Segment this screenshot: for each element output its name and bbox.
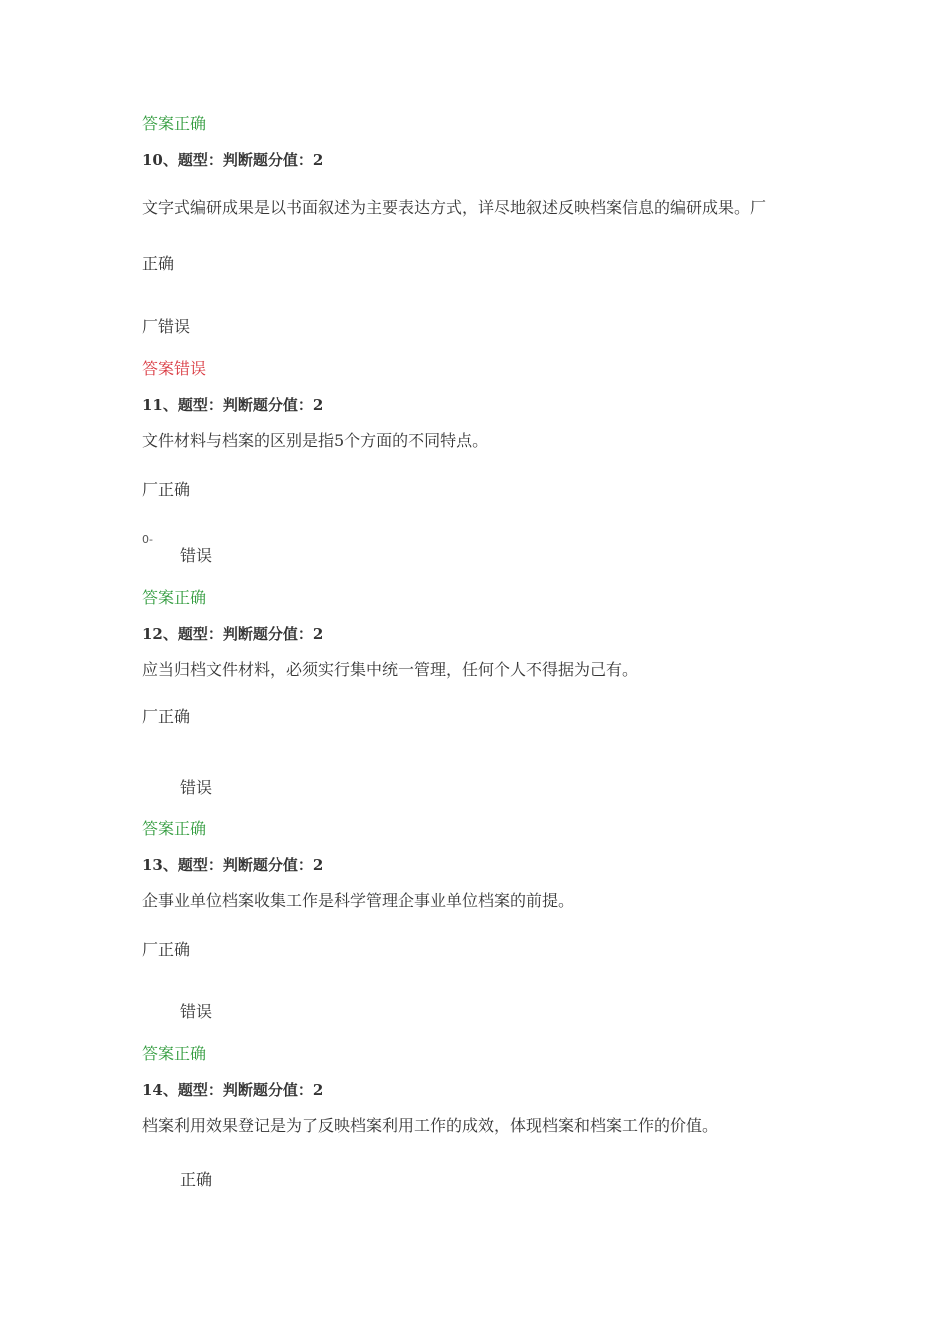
option-true[interactable]: 厂正确 — [142, 480, 191, 499]
option-true[interactable]: 正确 — [142, 254, 175, 273]
question-type-score: 、题型：判断题分值：2 — [162, 625, 324, 643]
answer-result: 答案正确 — [142, 114, 207, 133]
option-false[interactable]: 错误 — [180, 546, 213, 565]
question-header — [142, 395, 323, 415]
question-header — [142, 624, 323, 644]
question-stem: 应当归档文件材料，必须实行集中统一管理，任何个人不得据为己有。 — [142, 660, 639, 679]
option-true[interactable]: 正确 — [180, 1170, 213, 1189]
answer-result: 答案正确 — [142, 819, 207, 838]
question-stem: 档案利用效果登记是为了反映档案利用工作的成效，体现档案和档案工作的价值。 — [142, 1116, 719, 1135]
question-type-score: 、题型：判断题分值：2 — [162, 856, 324, 874]
option-true[interactable]: 厂正确 — [142, 940, 191, 959]
question-number: 13 — [142, 856, 163, 874]
answer-result: 答案错误 — [142, 359, 207, 378]
answer-result: 答案正确 — [142, 588, 207, 607]
option-false[interactable]: 错误 — [180, 778, 213, 797]
option-marker: 0- — [142, 533, 153, 546]
question-number: 12 — [142, 625, 163, 643]
question-stem: 文字式编研成果是以书面叙述为主要表达方式，详尽地叙述反映档案信息的编研成果。厂 — [142, 198, 767, 217]
question-header — [142, 855, 323, 875]
question-type-score: 、题型：判断题分值：2 — [162, 151, 324, 169]
option-true[interactable]: 厂正确 — [142, 707, 191, 726]
question-stem: 文件材料与档案的区别是指5个方面的不同特点。 — [142, 431, 489, 450]
option-false[interactable]: 厂错误 — [142, 317, 191, 336]
answer-result: 答案正确 — [142, 1044, 207, 1063]
question-header — [142, 1080, 323, 1100]
question-type-score: 、题型：判断题分值：2 — [162, 1081, 324, 1099]
question-number: 11 — [142, 396, 163, 414]
option-false[interactable]: 错误 — [180, 1002, 213, 1021]
question-number: 14 — [142, 1081, 163, 1099]
question-number: 10 — [142, 151, 163, 169]
question-type-score: 、题型：判断题分值：2 — [162, 396, 324, 414]
question-header — [142, 150, 323, 170]
question-stem: 企事业单位档案收集工作是科学管理企事业单位档案的前提。 — [142, 891, 575, 910]
